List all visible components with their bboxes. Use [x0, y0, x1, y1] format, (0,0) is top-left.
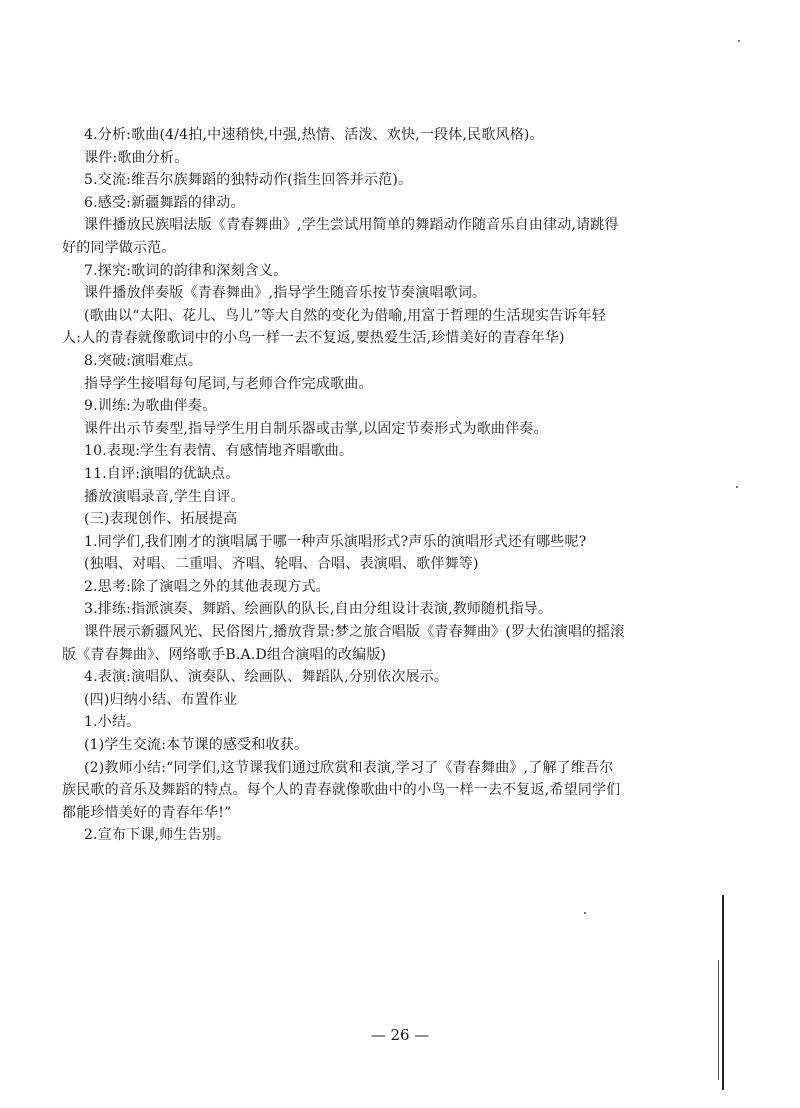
- paragraph-line-9: (歌曲以“太阳、花儿、鸟儿”等大自然的变化为借喻,用富于哲理的生活现实告诉年轻: [84, 307, 607, 324]
- paragraph-line-14: 课件出示节奏型,指导学生用自制乐器或击掌,以固定节奏形式为歌曲伴奏。: [84, 420, 548, 437]
- scan-dot: [738, 40, 740, 42]
- paragraph-line-25: 4.表演:演唱队、演奏队、绘画队、舞蹈队,分别依次展示。: [84, 669, 449, 686]
- document-body: [62, 124, 674, 847]
- paragraph-line-29: (2)教师小结:“同学们,这节课我们通过欣赏和表演,学习了《青春舞曲》,了解了维吾尔: [84, 759, 614, 776]
- paragraph-line-16: 11.自评:演唱的优缺点。: [84, 465, 240, 482]
- paragraph-line-2: 课件:歌曲分析。: [84, 149, 189, 166]
- paragraph-line-30: 族民歌的音乐及舞蹈的特点。每个人的青春就像歌曲中的小鸟一样一去不复返,希望同学们: [62, 782, 621, 799]
- paragraph-line-22: 3.排练:指派演奏、舞蹈、绘画队的队长,自由分组设计表演,教师随机指导。: [84, 601, 553, 618]
- paragraph-line-31: 都能珍惜美好的青春年华!”: [62, 804, 232, 821]
- paragraph-line-21: 2.思考:除了演唱之外的其他表现方式。: [84, 578, 330, 595]
- paragraph-line-27: 1.小结。: [84, 714, 141, 731]
- paragraph-line-24: 版《青春舞曲》、网络歌手B.A.D组合演唱的改编版): [62, 646, 387, 663]
- scan-edge-mark: [722, 895, 724, 1090]
- paragraph-line-11: 8.突破:演唱难点。: [84, 352, 203, 369]
- paragraph-line-13: 9.训练:为歌曲伴奏。: [84, 398, 217, 415]
- paragraph-line-15: 10.表现:学生有表情、有感情地齐唱歌曲。: [84, 443, 354, 460]
- paragraph-line-19: 1.同学们,我们刚才的演唱属于哪一种声乐演唱形式?声乐的演唱形式还有哪些呢?: [84, 533, 587, 550]
- section-heading-3: (三)表现创作、拓展提高: [84, 511, 238, 528]
- paragraph-line-32: 2.宣布下课,师生告别。: [84, 827, 231, 844]
- paragraph-line-10: 人:人的青春就像歌词中的小鸟一样一去不复返,要热爱生活,珍惜美好的青春年华): [62, 330, 565, 347]
- paragraph-line-3: 5.交流:维吾尔族舞蹈的独特动作(指生回答并示范)。: [84, 172, 413, 189]
- paragraph-line-4: 6.感受:新疆舞蹈的律动。: [84, 194, 245, 211]
- section-heading-4: (四)归纳小结、布置作业: [84, 691, 238, 708]
- paragraph-line-8: 课件播放伴奏版《青春舞曲》,指导学生随音乐按节奏演唱歌词。: [84, 285, 487, 302]
- paragraph-line-1: 4.分析:歌曲(4/4拍,中速稍快,中强,热情、活泼、欢快,一段体,民歌风格)。: [84, 127, 544, 143]
- paragraph-line-7: 7.探究:歌词的韵律和深刻含义。: [84, 262, 288, 279]
- paragraph-line-6: 好的同学做示范。: [62, 239, 176, 256]
- paragraph-line-20: (独唱、对唱、二重唱、齐唱、轮唱、合唱、表演唱、歌伴舞等): [84, 556, 479, 573]
- page-number: — 26 —: [370, 1026, 430, 1044]
- scan-dot: [736, 486, 738, 488]
- paragraph-line-12: 指导学生接唱每句尾词,与老师合作完成歌曲。: [84, 375, 373, 392]
- paragraph-line-17: 播放演唱录音,学生自评。: [84, 488, 245, 505]
- scan-edge-mark-thin: [718, 960, 719, 1080]
- paragraph-line-23: 课件展示新疆风光、民俗图片,播放背景:梦之旅合唱版《青春舞曲》(罗大佑演唱的摇滚: [84, 624, 625, 641]
- paragraph-line-28: (1)学生交流:本节课的感受和收获。: [84, 737, 309, 754]
- paragraph-line-5: 课件播放民族唱法版《青春舞曲》,学生尝试用简单的舞蹈动作随音乐自由律动,请跳得: [84, 217, 619, 234]
- scan-dot: [584, 912, 586, 914]
